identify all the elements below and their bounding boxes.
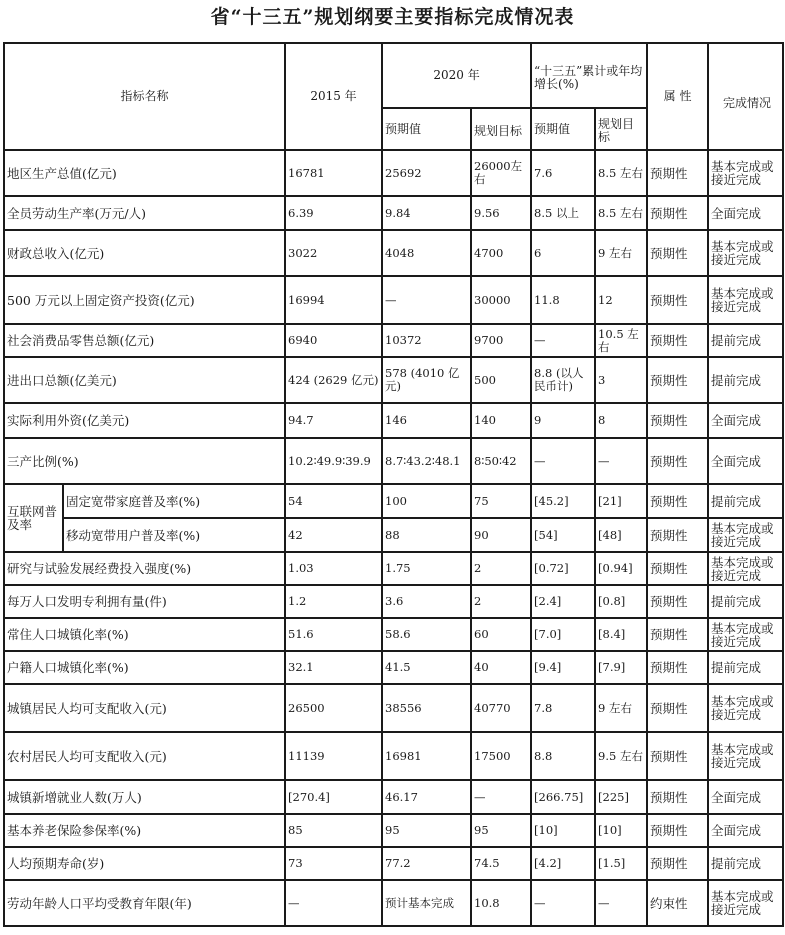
indicator-name: 户籍人口城镇化率(%) bbox=[4, 651, 285, 684]
indicator-name: 500 万元以上固定资产投资(亿元) bbox=[4, 276, 285, 324]
value-2015: 424 (2629 亿元) bbox=[285, 357, 382, 403]
indicator-name: 每万人口发明专利拥有量(件) bbox=[4, 585, 285, 618]
value-2020-expected: 16981 bbox=[382, 732, 471, 780]
value-2020-expected: 578 (4010 亿元) bbox=[382, 357, 471, 403]
indicator-name: 农村居民人均可支配收入(元) bbox=[4, 732, 285, 780]
growth-expected: — bbox=[531, 324, 595, 357]
completion-status: 提前完成 bbox=[708, 484, 783, 518]
completion-status: 基本完成或接近完成 bbox=[708, 150, 783, 196]
value-2020-expected: — bbox=[382, 276, 471, 324]
completion-status: 提前完成 bbox=[708, 651, 783, 684]
attribute: 预期性 bbox=[647, 847, 708, 880]
header-growth-plan: 规划目标 bbox=[595, 108, 647, 150]
value-2020-expected: 146 bbox=[382, 403, 471, 438]
growth-plan: [1.5] bbox=[595, 847, 647, 880]
indicator-name: 城镇居民人均可支配收入(元) bbox=[4, 684, 285, 732]
growth-plan: [225] bbox=[595, 780, 647, 814]
value-2020-expected: 10372 bbox=[382, 324, 471, 357]
completion-status: 基本完成或接近完成 bbox=[708, 618, 783, 651]
header-2020: 2020 年 bbox=[382, 43, 531, 108]
growth-expected: 8.5 以上 bbox=[531, 196, 595, 230]
value-2020-plan: 30000 bbox=[471, 276, 531, 324]
group-label: 互联网普及率 bbox=[4, 484, 63, 552]
table-row bbox=[4, 814, 783, 847]
growth-plan: [7.9] bbox=[595, 651, 647, 684]
growth-expected: — bbox=[531, 438, 595, 484]
header-2020-expected: 预期值 bbox=[382, 108, 471, 150]
indicator-name: 常住人口城镇化率(%) bbox=[4, 618, 285, 651]
growth-expected: [0.72] bbox=[531, 552, 595, 585]
growth-plan: [8.4] bbox=[595, 618, 647, 651]
completion-status: 基本完成或接近完成 bbox=[708, 732, 783, 780]
value-2015: 3022 bbox=[285, 230, 382, 276]
growth-expected: 6 bbox=[531, 230, 595, 276]
table-row bbox=[4, 484, 783, 518]
indicator-name: 三产比例(%) bbox=[4, 438, 285, 484]
indicator-name: 地区生产总值(亿元) bbox=[4, 150, 285, 196]
growth-plan: [10] bbox=[595, 814, 647, 847]
growth-expected: [9.4] bbox=[531, 651, 595, 684]
table-row bbox=[4, 780, 783, 814]
indicators-table bbox=[3, 42, 784, 927]
table-row bbox=[4, 732, 783, 780]
value-2020-plan: 40770 bbox=[471, 684, 531, 732]
value-2020-expected: 预计基本完成 bbox=[382, 880, 471, 926]
attribute: 预期性 bbox=[647, 518, 708, 552]
attribute: 预期性 bbox=[647, 324, 708, 357]
table-row bbox=[4, 196, 783, 230]
growth-expected: [45.2] bbox=[531, 484, 595, 518]
value-2020-expected: 1.75 bbox=[382, 552, 471, 585]
growth-expected: [10] bbox=[531, 814, 595, 847]
growth-plan: [0.94] bbox=[595, 552, 647, 585]
value-2020-plan: 95 bbox=[471, 814, 531, 847]
growth-plan: — bbox=[595, 880, 647, 926]
value-2020-plan: 4700 bbox=[471, 230, 531, 276]
value-2015: 6.39 bbox=[285, 196, 382, 230]
value-2020-expected: 100 bbox=[382, 484, 471, 518]
table-row bbox=[4, 585, 783, 618]
value-2015: 85 bbox=[285, 814, 382, 847]
completion-status: 全面完成 bbox=[708, 814, 783, 847]
value-2020-expected: 46.17 bbox=[382, 780, 471, 814]
value-2020-plan: 26000左右 bbox=[471, 150, 531, 196]
attribute: 预期性 bbox=[647, 438, 708, 484]
value-2015: 73 bbox=[285, 847, 382, 880]
value-2015: 32.1 bbox=[285, 651, 382, 684]
value-2015: 10.2∶49.9∶39.9 bbox=[285, 438, 382, 484]
growth-plan: [21] bbox=[595, 484, 647, 518]
growth-expected: 11.8 bbox=[531, 276, 595, 324]
value-2020-expected: 8.7∶43.2∶48.1 bbox=[382, 438, 471, 484]
completion-status: 全面完成 bbox=[708, 438, 783, 484]
attribute: 预期性 bbox=[647, 230, 708, 276]
indicator-name: 财政总收入(亿元) bbox=[4, 230, 285, 276]
growth-expected: 8.8 (以人民币计) bbox=[531, 357, 595, 403]
completion-status: 全面完成 bbox=[708, 403, 783, 438]
growth-expected: [266.75] bbox=[531, 780, 595, 814]
header-growth-expected: 预期值 bbox=[531, 108, 595, 150]
growth-plan: 8 bbox=[595, 403, 647, 438]
header-2015: 2015 年 bbox=[285, 43, 382, 150]
value-2015: 51.6 bbox=[285, 618, 382, 651]
table-row bbox=[4, 357, 783, 403]
growth-expected: 7.8 bbox=[531, 684, 595, 732]
attribute: 预期性 bbox=[647, 814, 708, 847]
value-2020-plan: 60 bbox=[471, 618, 531, 651]
attribute: 预期性 bbox=[647, 196, 708, 230]
completion-status: 提前完成 bbox=[708, 847, 783, 880]
attribute: 约束性 bbox=[647, 880, 708, 926]
value-2020-expected: 58.6 bbox=[382, 618, 471, 651]
indicator-name: 社会消费品零售总额(亿元) bbox=[4, 324, 285, 357]
table-row bbox=[4, 438, 783, 484]
value-2015: 6940 bbox=[285, 324, 382, 357]
growth-plan: — bbox=[595, 438, 647, 484]
value-2015: — bbox=[285, 880, 382, 926]
growth-plan: 9 左右 bbox=[595, 684, 647, 732]
table-row bbox=[4, 552, 783, 585]
value-2015: [270.4] bbox=[285, 780, 382, 814]
growth-expected: — bbox=[531, 880, 595, 926]
value-2020-plan: 17500 bbox=[471, 732, 531, 780]
value-2020-expected: 25692 bbox=[382, 150, 471, 196]
growth-plan: 3 bbox=[595, 357, 647, 403]
header-status: 完成情况 bbox=[708, 43, 783, 150]
value-2020-expected: 3.6 bbox=[382, 585, 471, 618]
indicator-name: 城镇新增就业人数(万人) bbox=[4, 780, 285, 814]
value-2020-plan: 9700 bbox=[471, 324, 531, 357]
indicator-name: 全员劳动生产率(万元/人) bbox=[4, 196, 285, 230]
value-2020-plan: 75 bbox=[471, 484, 531, 518]
table-row bbox=[4, 230, 783, 276]
growth-expected: [54] bbox=[531, 518, 595, 552]
indicator-name: 劳动年龄人口平均受教育年限(年) bbox=[4, 880, 285, 926]
growth-plan: 8.5 左右 bbox=[595, 150, 647, 196]
growth-plan: [0.8] bbox=[595, 585, 647, 618]
indicator-name: 实际利用外资(亿美元) bbox=[4, 403, 285, 438]
value-2015: 11139 bbox=[285, 732, 382, 780]
table-row bbox=[4, 150, 783, 196]
attribute: 预期性 bbox=[647, 484, 708, 518]
value-2020-plan: 9.56 bbox=[471, 196, 531, 230]
indicator-name: 研究与试验发展经费投入强度(%) bbox=[4, 552, 285, 585]
completion-status: 全面完成 bbox=[708, 196, 783, 230]
header-attribute: 属 性 bbox=[647, 43, 708, 150]
table-row bbox=[4, 880, 783, 926]
attribute: 预期性 bbox=[647, 651, 708, 684]
completion-status: 提前完成 bbox=[708, 585, 783, 618]
indicator-name: 固定宽带家庭普及率(%) bbox=[63, 484, 285, 518]
value-2020-expected: 77.2 bbox=[382, 847, 471, 880]
table-row bbox=[4, 403, 783, 438]
attribute: 预期性 bbox=[647, 357, 708, 403]
value-2020-plan: 140 bbox=[471, 403, 531, 438]
growth-plan: 9.5 左右 bbox=[595, 732, 647, 780]
attribute: 预期性 bbox=[647, 618, 708, 651]
growth-plan: [48] bbox=[595, 518, 647, 552]
table-row bbox=[4, 684, 783, 732]
attribute: 预期性 bbox=[647, 150, 708, 196]
completion-status: 基本完成或接近完成 bbox=[708, 518, 783, 552]
table-row bbox=[4, 651, 783, 684]
value-2020-plan: 90 bbox=[471, 518, 531, 552]
growth-plan: 12 bbox=[595, 276, 647, 324]
value-2020-expected: 95 bbox=[382, 814, 471, 847]
completion-status: 基本完成或接近完成 bbox=[708, 684, 783, 732]
indicator-name: 移动宽带用户普及率(%) bbox=[63, 518, 285, 552]
growth-expected: 9 bbox=[531, 403, 595, 438]
growth-plan: 8.5 左右 bbox=[595, 196, 647, 230]
completion-status: 提前完成 bbox=[708, 357, 783, 403]
value-2020-plan: 2 bbox=[471, 585, 531, 618]
value-2015: 1.2 bbox=[285, 585, 382, 618]
completion-status: 基本完成或接近完成 bbox=[708, 880, 783, 926]
value-2015: 54 bbox=[285, 484, 382, 518]
growth-expected: [2.4] bbox=[531, 585, 595, 618]
value-2020-plan: 40 bbox=[471, 651, 531, 684]
table-row bbox=[4, 276, 783, 324]
attribute: 预期性 bbox=[647, 552, 708, 585]
completion-status: 基本完成或接近完成 bbox=[708, 552, 783, 585]
indicator-name: 进出口总额(亿美元) bbox=[4, 357, 285, 403]
value-2020-plan: 74.5 bbox=[471, 847, 531, 880]
value-2020-expected: 38556 bbox=[382, 684, 471, 732]
value-2020-plan: 10.8 bbox=[471, 880, 531, 926]
value-2020-expected: 88 bbox=[382, 518, 471, 552]
growth-expected: 7.6 bbox=[531, 150, 595, 196]
value-2015: 26500 bbox=[285, 684, 382, 732]
header-growth: “十三五”累计或年均增长(%) bbox=[531, 43, 647, 108]
attribute: 预期性 bbox=[647, 732, 708, 780]
value-2015: 1.03 bbox=[285, 552, 382, 585]
table-row bbox=[4, 618, 783, 651]
completion-status: 全面完成 bbox=[708, 780, 783, 814]
attribute: 预期性 bbox=[647, 403, 708, 438]
value-2015: 16781 bbox=[285, 150, 382, 196]
table-row bbox=[4, 847, 783, 880]
attribute: 预期性 bbox=[647, 780, 708, 814]
completion-status: 基本完成或接近完成 bbox=[708, 276, 783, 324]
indicator-name: 人均预期寿命(岁) bbox=[4, 847, 285, 880]
value-2020-plan: — bbox=[471, 780, 531, 814]
growth-expected: [7.0] bbox=[531, 618, 595, 651]
value-2015: 42 bbox=[285, 518, 382, 552]
header-2020-plan: 规划目标 bbox=[471, 108, 531, 150]
completion-status: 提前完成 bbox=[708, 324, 783, 357]
page-title: 省“十三五”规划纲要主要指标完成情况表 bbox=[210, 6, 575, 28]
value-2020-plan: 500 bbox=[471, 357, 531, 403]
table-row bbox=[4, 324, 783, 357]
attribute: 预期性 bbox=[647, 276, 708, 324]
attribute: 预期性 bbox=[647, 585, 708, 618]
growth-plan: 9 左右 bbox=[595, 230, 647, 276]
growth-expected: 8.8 bbox=[531, 732, 595, 780]
value-2020-expected: 41.5 bbox=[382, 651, 471, 684]
value-2020-expected: 4048 bbox=[382, 230, 471, 276]
table-row bbox=[4, 518, 783, 552]
indicator-name: 基本养老保险参保率(%) bbox=[4, 814, 285, 847]
value-2020-plan: 8∶50∶42 bbox=[471, 438, 531, 484]
value-2015: 16994 bbox=[285, 276, 382, 324]
header-indicator: 指标名称 bbox=[4, 43, 285, 150]
value-2015: 94.7 bbox=[285, 403, 382, 438]
attribute: 预期性 bbox=[647, 684, 708, 732]
growth-plan: 10.5 左右 bbox=[595, 324, 647, 357]
completion-status: 基本完成或接近完成 bbox=[708, 230, 783, 276]
value-2020-expected: 9.84 bbox=[382, 196, 471, 230]
growth-expected: [4.2] bbox=[531, 847, 595, 880]
value-2020-plan: 2 bbox=[471, 552, 531, 585]
